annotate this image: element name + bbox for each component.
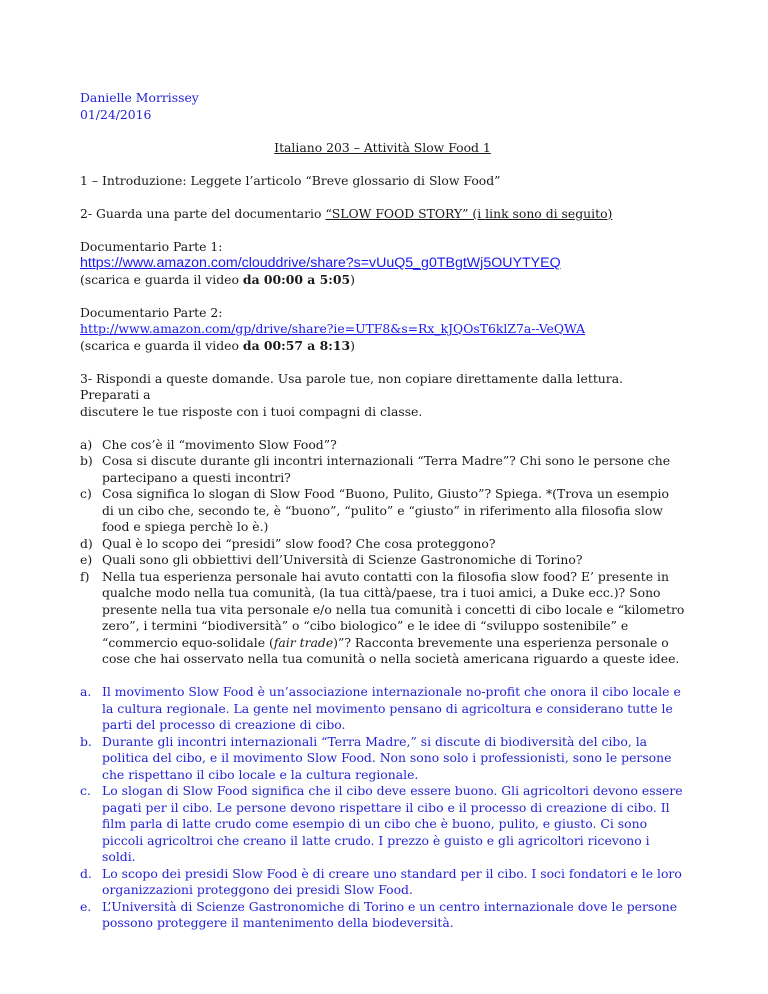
question-item <box>80 552 685 569</box>
step-2-title: “SLOW FOOD STORY” <box>325 205 473 221</box>
doc-1-link[interactable]: https://www.amazon.com/clouddrive/share?s=vUuQ5_g0TBgtWj5OUYTYEQ <box>80 255 561 271</box>
question-italic: fair trade <box>273 634 334 650</box>
answer-text: L’Università di Scienze Gastronomiche di Torino e un centro internazionale dove le persone <box>102 898 678 914</box>
document-page <box>80 90 685 932</box>
doc-2-link[interactable]: http://www.amazon.com/gp/drive/share?ie=UTF8&s=Rx_kJQOsT6klZ7a--VeQWA <box>80 321 586 336</box>
answer-text: Durante gli incontri internazionali “Terra Madre,” si discute di biodiversità del cibo, la <box>102 733 648 749</box>
doc-1-label: Documentario Parte 1: <box>80 238 223 254</box>
answer-text: organizzazioni proteggono dei presidi Slow Food. <box>102 882 413 897</box>
answer-text: Il movimento Slow Food è un’associazione internazionale no-profit che onora il cibo locale e <box>102 684 681 699</box>
answer-item <box>80 783 685 866</box>
doc-1-time: da 00:00 a 5:05 <box>242 271 351 287</box>
question-item <box>80 437 685 454</box>
step-2 <box>80 206 685 223</box>
question-marker: c) <box>80 486 92 501</box>
answer-item <box>80 866 685 899</box>
question-text: partecipano a questi incontri? <box>102 469 291 485</box>
document-title: Italiano 203 – Attività Slow Food 1 <box>274 139 491 155</box>
question-marker: e) <box>80 552 93 567</box>
answer-text: Lo scopo dei presidi Slow Food è di creare uno standard per il cibo. I soci fondatori e le loro <box>102 865 682 881</box>
doc-2-note-prefix: (scarica e guarda il video <box>80 337 243 353</box>
doc-1-note <box>80 272 685 289</box>
step-3-line-1: 3- Rispondi a queste domande. Usa parole tue, non copiare direttamente dalla lettura. Preparati a <box>80 370 624 402</box>
question-text: Nella tua esperienza personale hai avuto contatti con la filosofia slow food? E’ presente in <box>102 568 669 584</box>
question-marker: b) <box>80 453 93 468</box>
doc-1-note-suffix: ) <box>350 271 355 287</box>
doc-2-time: da 00:57 a 8:13 <box>242 337 351 353</box>
step-1: 1 – Introduzione: Leggete l’articolo “Breve glossario di Slow Food” <box>80 172 501 188</box>
question-marker: d) <box>80 535 93 551</box>
question-list <box>80 437 685 668</box>
answer-list <box>80 684 685 932</box>
answer-text: film parla di latte crudo come esempio di un cibo che è buono, pulito, e giusto. Ci sono <box>102 816 648 831</box>
answer-text: possono proteggere il mantenimento della biodeversità. <box>102 915 454 930</box>
document-date: 01/24/2016 <box>80 106 152 122</box>
answer-text: piccoli agricoltroi che creano il latte crudo. I prezzo è guisto e gli agricoltori ricevono i soldi. <box>102 832 650 864</box>
doc-2-label: Documentario Parte 2: <box>80 304 223 320</box>
answer-text: che rispettano il cibo locale e la cultura regionale. <box>102 766 419 782</box>
author-name: Danielle Morrissey <box>80 90 199 105</box>
answer-text: la cultura regionale. La gente nel movimento pensano di agricoltura e considerano tutte le <box>102 700 673 716</box>
question-item <box>80 569 685 668</box>
answer-text: parti del processo di creazione di cibo. <box>102 717 346 732</box>
answer-item <box>80 734 685 784</box>
answer-marker: e. <box>80 898 92 914</box>
answer-text: pagati per il cibo. Le persone devono rispettare il cibo e il processo di creazione di cibo. Il <box>102 799 670 815</box>
question-text: food e spiega perchè lo è.) <box>102 519 269 534</box>
question-marker: f) <box>80 568 90 584</box>
doc-1-note-prefix: (scarica e guarda il video <box>80 271 243 287</box>
question-text: Qual è lo scopo dei “presidi” slow food? Che cosa proteggono? <box>102 535 496 551</box>
question-text: qualche modo nella tua comunità, (la tua città/paese, tra i tuoi amici, a Duke ecc.)? Sono <box>102 585 661 600</box>
answer-marker: d. <box>80 865 92 881</box>
answer-item <box>80 684 685 734</box>
doc-2-note <box>80 338 685 355</box>
question-text: presente nella tua vita personale e/o nella tua comunità i concetti di cibo locale e “kilometro <box>102 601 685 617</box>
question-item <box>80 486 685 536</box>
answer-marker: b. <box>80 733 92 749</box>
question-item <box>80 536 685 553</box>
question-text: Cosa si discute durante gli incontri internazionali “Terra Madre”? Chi sono le persone che <box>102 453 671 468</box>
question-text: di un cibo che, secondo te, è “buono”, “pulito” e “giusto” in riferimento alla filosofia slow <box>102 502 663 518</box>
step-2-prefix: 2- Guarda una parte del documentario <box>80 205 326 221</box>
step-3-line-2: discutere le tue risposte con i tuoi compagni di classe. <box>80 403 423 419</box>
answer-marker: c. <box>80 783 91 798</box>
question-marker: a) <box>80 436 93 452</box>
answer-text: politica del cibo, e il movimento Slow Food. Non sono solo i professionisti, sono le persone <box>102 750 672 765</box>
question-text: Quali sono gli obbiettivi dell’Università di Scienze Gastronomiche di Torino? <box>102 552 583 567</box>
answer-text: Lo slogan di Slow Food significa che il cibo deve essere buono. Gli agricoltori devono essere <box>102 783 683 798</box>
answer-marker: a. <box>80 684 92 699</box>
question-text: Cosa significa lo slogan di Slow Food “Buono, Pulito, Giusto”? Spiega. *(Trova un esempio <box>102 486 669 501</box>
doc-2-note-suffix: ) <box>350 337 355 353</box>
question-text: “commercio equo-solidale ( <box>102 634 274 650</box>
answer-item <box>80 899 685 932</box>
question-text: cose che hai osservato nella tua comunità o nella società americana riguardo a queste idee. <box>102 651 680 666</box>
question-text: )”? Racconta brevemente una esperienza personale o <box>333 634 669 650</box>
step-2-suffix: (i link sono di seguito) <box>472 205 613 221</box>
question-text: Che cos’è il “movimento Slow Food”? <box>102 436 337 452</box>
question-item <box>80 453 685 486</box>
question-text: zero”, i termini “biodiversità” o “cibo biologico” e le idee di “sviluppo sostenibile” e <box>102 618 629 633</box>
